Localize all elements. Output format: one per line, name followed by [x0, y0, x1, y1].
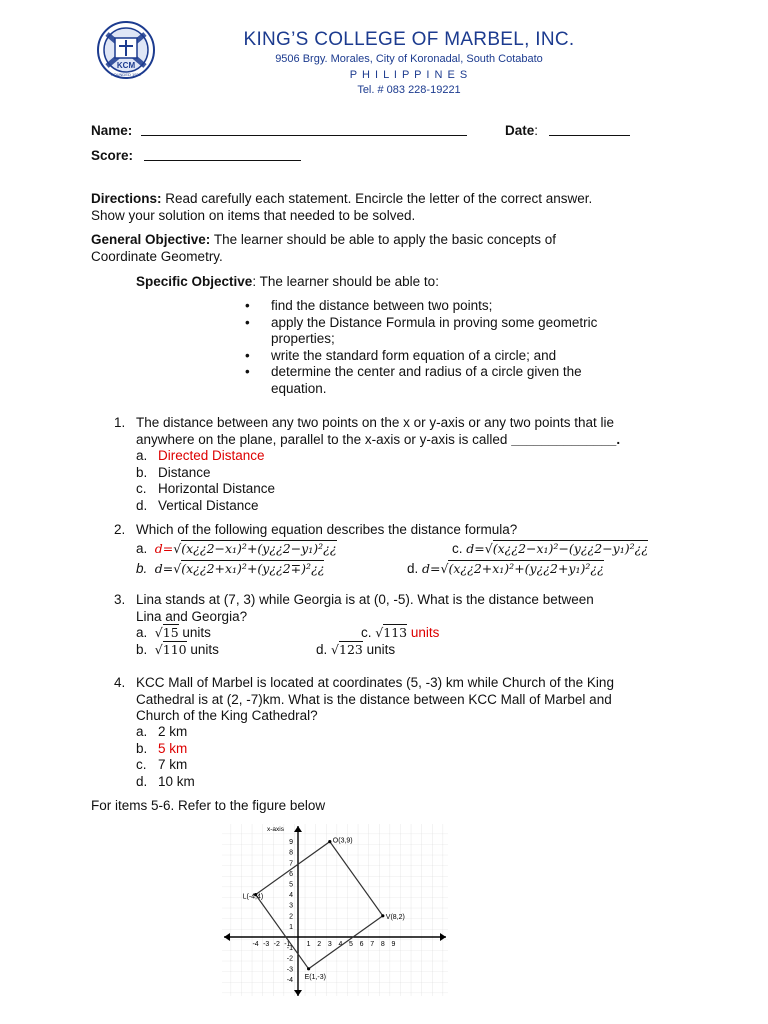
y-tick-label: 2: [289, 913, 293, 921]
point-marker: [381, 914, 384, 917]
q1-blank: ______________.: [511, 431, 621, 447]
q1-stem: The distance between any two points on the x or y-axis or any two points that lie anywhere on the plane, parallel to the x-axis or y-axis is called ______________.: [136, 415, 621, 447]
q3-choice-d[interactable]: d. √123 units: [316, 642, 396, 657]
x-tick-label: 4: [338, 941, 343, 948]
q4-choice-b[interactable]: b. 5 km: [136, 740, 188, 756]
y-tick-label: 5: [289, 881, 293, 889]
q1-number: 1.: [114, 415, 126, 430]
date-label: Date: [505, 123, 535, 138]
y-tick-label: -1: [286, 945, 293, 953]
x-tick-label: 5: [349, 941, 353, 948]
directions-label: Directions:: [91, 191, 162, 206]
school-address: 9506 Brgy. Morales, City of Koronadal, South Cotabato: [275, 53, 543, 65]
specific-objective: [136, 274, 439, 291]
q4-stem: KCC Mall of Marbel is located at coordinates (5, -3) km while Church of the King Cathedral is at (2, -7)km. What is the distance between KCC Mall of Marbel and Church of the King Cathedral?: [136, 675, 614, 723]
x-tick-label: -4: [252, 941, 259, 948]
directions-text-2: Show your solution on items that needed to be solved.: [91, 207, 416, 223]
score-field[interactable]: [144, 147, 301, 161]
point-label-V: V(8,2): [385, 913, 405, 921]
q2-stem: Which of the following equation describes the distance formula?: [136, 522, 518, 537]
y-tick-label: -3: [286, 966, 293, 974]
q3-stem: Lina stands at (7, 3) while Georgia is at (0, -5). What is the distance between Lina and Georgia?: [136, 592, 594, 624]
logo-text: KCM: [116, 61, 136, 70]
y-tick-label: -2: [286, 955, 293, 963]
date-label-wrap: Date:: [505, 123, 539, 138]
date-field[interactable]: [549, 122, 630, 136]
name-label: Name:: [91, 123, 133, 138]
y-tick-label: 7: [289, 860, 293, 868]
coordinate-figure: [214, 820, 454, 1002]
q3-choice-b[interactable]: b. √110 units: [136, 642, 219, 657]
x-tick-label: 1: [306, 941, 311, 948]
q2-choice-b[interactable]: b. d=√(x¿¿2+x₁)²+(y¿¿2∓)²¿¿: [136, 561, 325, 576]
q2-choice-d[interactable]: d. d=√(x¿¿2+x₁)²+(y¿¿2+y₁)²¿¿: [407, 561, 604, 576]
q4-choice-d[interactable]: d. 10 km: [136, 773, 195, 789]
q2-choice-c[interactable]: c. d=√(x¿¿2−x₁)²−(y¿¿2−y₁)²¿¿: [452, 541, 649, 556]
school-name: KING’S COLLEGE OF MARBEL, INC.: [243, 29, 575, 50]
point-label-L: L(-4,4): [242, 893, 264, 901]
y-tick-label: 4: [289, 892, 293, 900]
y-tick-label: 3: [289, 902, 293, 910]
point-marker: [328, 840, 331, 843]
q2-choice-a[interactable]: a. d=√(x¿¿2−x₁)²+(y¿¿2−y₁)²¿¿: [136, 541, 337, 556]
point-marker: [307, 967, 310, 970]
school-country: P H I L I P P I N E S: [349, 69, 469, 81]
general-text-1: The learner should be able to apply the basic concepts of: [210, 232, 557, 247]
x-tick-label: -1: [284, 941, 291, 948]
specific-text: : The learner should be able to:: [252, 274, 439, 289]
y-tick-label: 8: [289, 849, 293, 857]
q4-choices: [136, 724, 195, 790]
q4-number: 4.: [114, 675, 126, 690]
y-tick-label: -4: [286, 976, 293, 984]
directions-text-1: Read carefully each statement. Encircle the letter of the correct answer.: [161, 191, 593, 206]
q2-number: 2.: [114, 522, 126, 537]
y-tick-label: 6: [289, 870, 293, 878]
x-tick-label: -2: [273, 941, 280, 948]
point-label-E: E(1,-3): [304, 973, 327, 981]
name-field[interactable]: [141, 122, 467, 136]
x-tick-label: 9: [391, 941, 396, 948]
q1-choice-a[interactable]: a. Directed Distance: [136, 448, 265, 463]
q1-choice-d[interactable]: d. Vertical Distance: [136, 497, 259, 513]
specific-label: Specific Objective: [136, 274, 253, 289]
x-tick-label: 7: [370, 941, 375, 948]
general-objective: [91, 232, 556, 265]
q3-choice-a[interactable]: a. √15 units: [136, 625, 211, 640]
q3-choice-c[interactable]: c. √113 units: [361, 625, 440, 640]
axis-label: x-axis: [267, 826, 284, 833]
q1-choice-c[interactable]: c. Horizontal Distance: [136, 481, 276, 496]
y-tick-label: 1: [289, 923, 293, 931]
x-tick-label: 6: [359, 941, 364, 948]
x-tick-label: -3: [263, 941, 270, 948]
school-tel: Tel. # 083 228-19221: [357, 84, 461, 96]
q4-choice-a[interactable]: a. 2 km: [136, 724, 188, 739]
objective-item: • determine the center and radius of a circle given the equation.: [271, 364, 671, 397]
x-tick-label: 3: [327, 941, 332, 948]
items-note: For items 5-6. Refer to the figure below: [91, 798, 326, 813]
general-text-2: Coordinate Geometry.: [91, 248, 223, 264]
objective-list: [271, 298, 671, 397]
q1-choices: [136, 448, 275, 514]
objective-item: • apply the Distance Formula in proving some geometric properties;: [271, 315, 671, 348]
objective-item: • write the standard form equation of a circle; and: [271, 348, 671, 365]
q3-number: 3.: [114, 592, 126, 607]
objective-item: • find the distance between two points;: [271, 298, 671, 315]
q1-choice-b[interactable]: b. Distance: [136, 464, 211, 480]
score-label: Score:: [91, 148, 134, 163]
point-label-O: O(3,9): [332, 837, 353, 845]
y-tick-label: 9: [289, 839, 293, 847]
x-tick-label: 8: [380, 941, 385, 948]
general-label: General Objective:: [91, 232, 211, 247]
logo-ring-text: FOUNDED 1939: [111, 72, 141, 77]
directions: [91, 191, 592, 224]
x-tick-label: 2: [317, 941, 322, 948]
q4-choice-c[interactable]: c. 7 km: [136, 757, 188, 772]
